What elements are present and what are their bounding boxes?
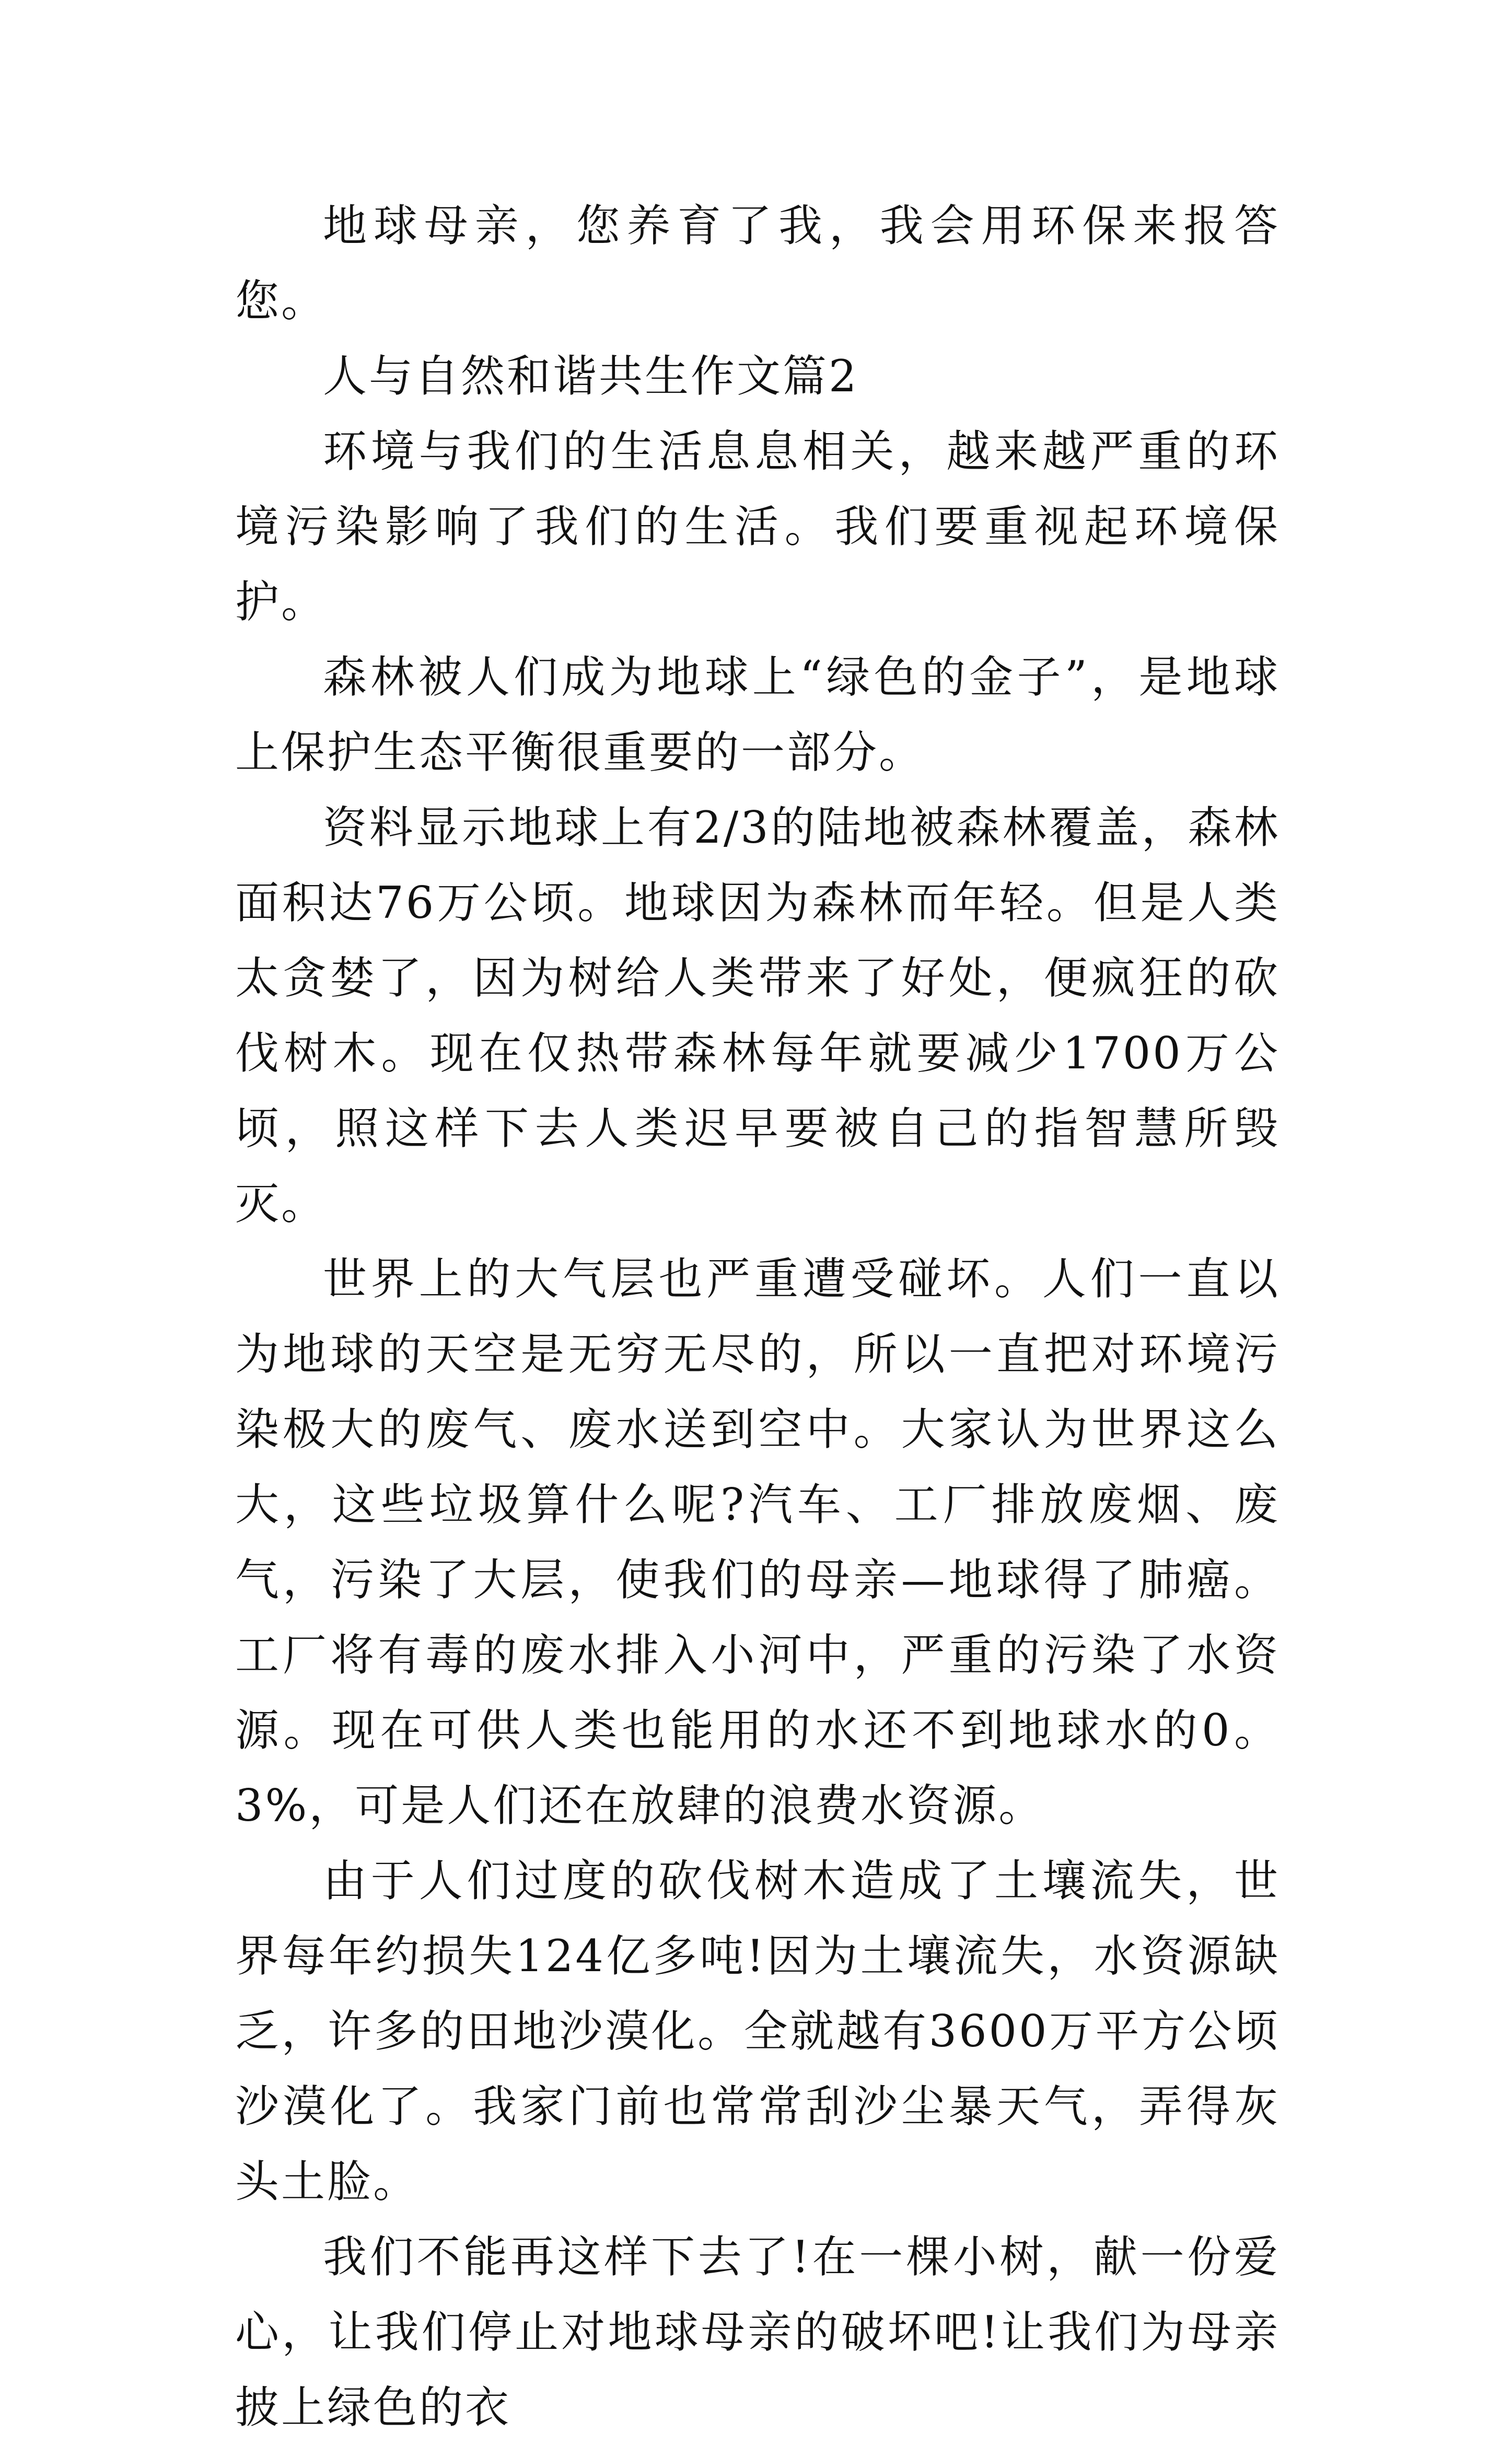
paragraph-forest-gold: 森林被人们成为地球上“绿色的金子”，是地球上保护生态平衡很重要的一部分。 — [235, 651, 1280, 778]
paragraph-environment-intro: 环境与我们的生活息息相关，越来越严重的环境污染影响了我们的生活。我们要重视起环境保护。 — [235, 426, 1280, 627]
paragraph-soil-erosion: 由于人们过度的砍伐树木造成了土壤流失，世界每年约损失124亿多吨!因为土壤流失，水资源缺乏，许多的田地沙漠化。全就越有3600万平方公顷沙漠化了。我家门前也常常刮沙尘暴天气，弄得灰头土脸。 — [235, 1855, 1280, 2207]
paragraph-atmosphere: 世界上的大气层也严重遭受碰坏。人们一直以为地球的天空是无穷无尽的，所以一直把对环境污染极大的废气、废水送到空中。大家认为世界这么大，这些垃圾算什么呢?汽车、工厂排放废烟、废气，污染了大层，使我们的母亲—地球得了肺癌。工厂将有毒的废水排入小河中，严重的污染了水资源。现在可供人类也能用的水还不到地球水的0。3%，可是人们还在放肆的浪费水资源。 — [235, 1253, 1280, 1831]
paragraph-closing-line: 地球母亲，您养育了我，我会用环保来报答您。 — [235, 200, 1280, 327]
paragraph-forest-data: 资料显示地球上有2/3的陆地被森林覆盖，森林面积达76万公顷。地球因为森林而年轻。但是人类太贪婪了，因为树给人类带来了好处，便疯狂的砍伐树木。现在仅热带森林每年就要减少1700万公顷，照这样下去人类迟早要被自己的指智慧所毁灭。 — [235, 802, 1280, 1229]
section-heading: 人与自然和谐共生作文篇2 — [323, 351, 859, 402]
paragraph-call-to-action: 我们不能再这样下去了!在一棵小树，献一份爱心，让我们停止对地球母亲的破坏吧!让我们为母亲披上绿色的衣 — [235, 2231, 1280, 2433]
document-body — [235, 188, 1280, 2445]
